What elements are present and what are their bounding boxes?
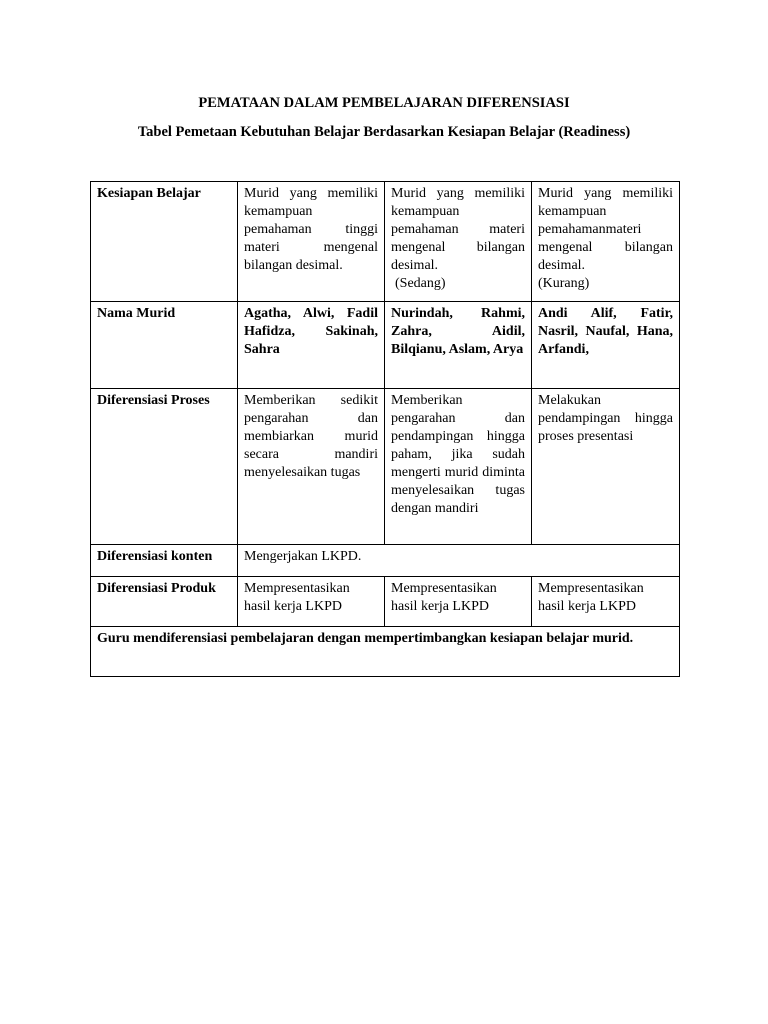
row-label-student-names: Nama Murid [91,302,238,389]
readiness-low-level: (Kurang) [538,276,590,291]
process-high-cell: Memberikan sedikit pengarahan dan membiarkan murid secara mandiri menyelesaikan tugas [238,389,385,545]
table-row-process [91,389,680,545]
row-label-process: Diferensiasi Proses [91,389,238,545]
table-row-student-names [91,302,680,389]
readiness-low-description: Murid yang memiliki kemampuan pemahamanmateri mengenal bilangan desimal. [538,186,673,273]
readiness-low-cell [532,182,680,302]
readiness-medium-cell [385,182,532,302]
document-title: PEMATAAN DALAM PEMBELAJARAN DIFERENSIASI [198,95,570,111]
names-high-cell: Agatha, Alwi, Fadil Hafidza, Sakinah, Sahra [238,302,385,389]
process-low-cell: Melakukan pendampingan hingga proses presentasi [532,389,680,545]
table-row-readiness [91,182,680,302]
readiness-medium-level: (Sedang) [395,276,446,291]
names-low-cell: Andi Alif, Fatir, Nasril, Naufal, Hana, Arfandi, [532,302,680,389]
row-label-product: Diferensiasi Produk [91,577,238,627]
product-medium-cell: Mempresentasikan hasil kerja LKPD [385,577,532,627]
row-label-readiness: Kesiapan Belajar [91,182,238,302]
row-label-content: Diferensiasi konten [91,545,238,577]
table-row-note [91,627,680,677]
readiness-medium-description: Murid yang memiliki kemampuan pemahaman materi mengenal bilangan desimal. [391,186,525,273]
content-cell: Mengerjakan LKPD. [238,545,680,577]
readiness-mapping-table [90,181,680,677]
teacher-note-cell: Guru mendiferensiasi pembelajaran dengan mempertimbangkan kesiapan belajar murid. [91,627,680,677]
product-high-cell: Mempresentasikan hasil kerja LKPD [238,577,385,627]
table-row-product [91,577,680,627]
document-subtitle: Tabel Pemetaan Kebutuhan Belajar Berdasarkan Kesiapan Belajar (Readiness) [137,124,631,140]
readiness-high-cell: Murid yang memiliki kemampuan pemahaman tinggi materi mengenal bilangan desimal. [238,182,385,302]
product-low-cell: Mempresentasikan hasil kerja LKPD [532,577,680,627]
names-medium-cell: Nurindah, Rahmi, Zahra, Aidil, Bilqianu, Aslam, Arya [385,302,532,389]
table-row-content [91,545,680,577]
process-medium-cell: Memberikan pengarahan dan pendampingan hingga paham, jika sudah mengerti murid diminta menyelesaikan tugas dengan mandiri [385,389,532,545]
